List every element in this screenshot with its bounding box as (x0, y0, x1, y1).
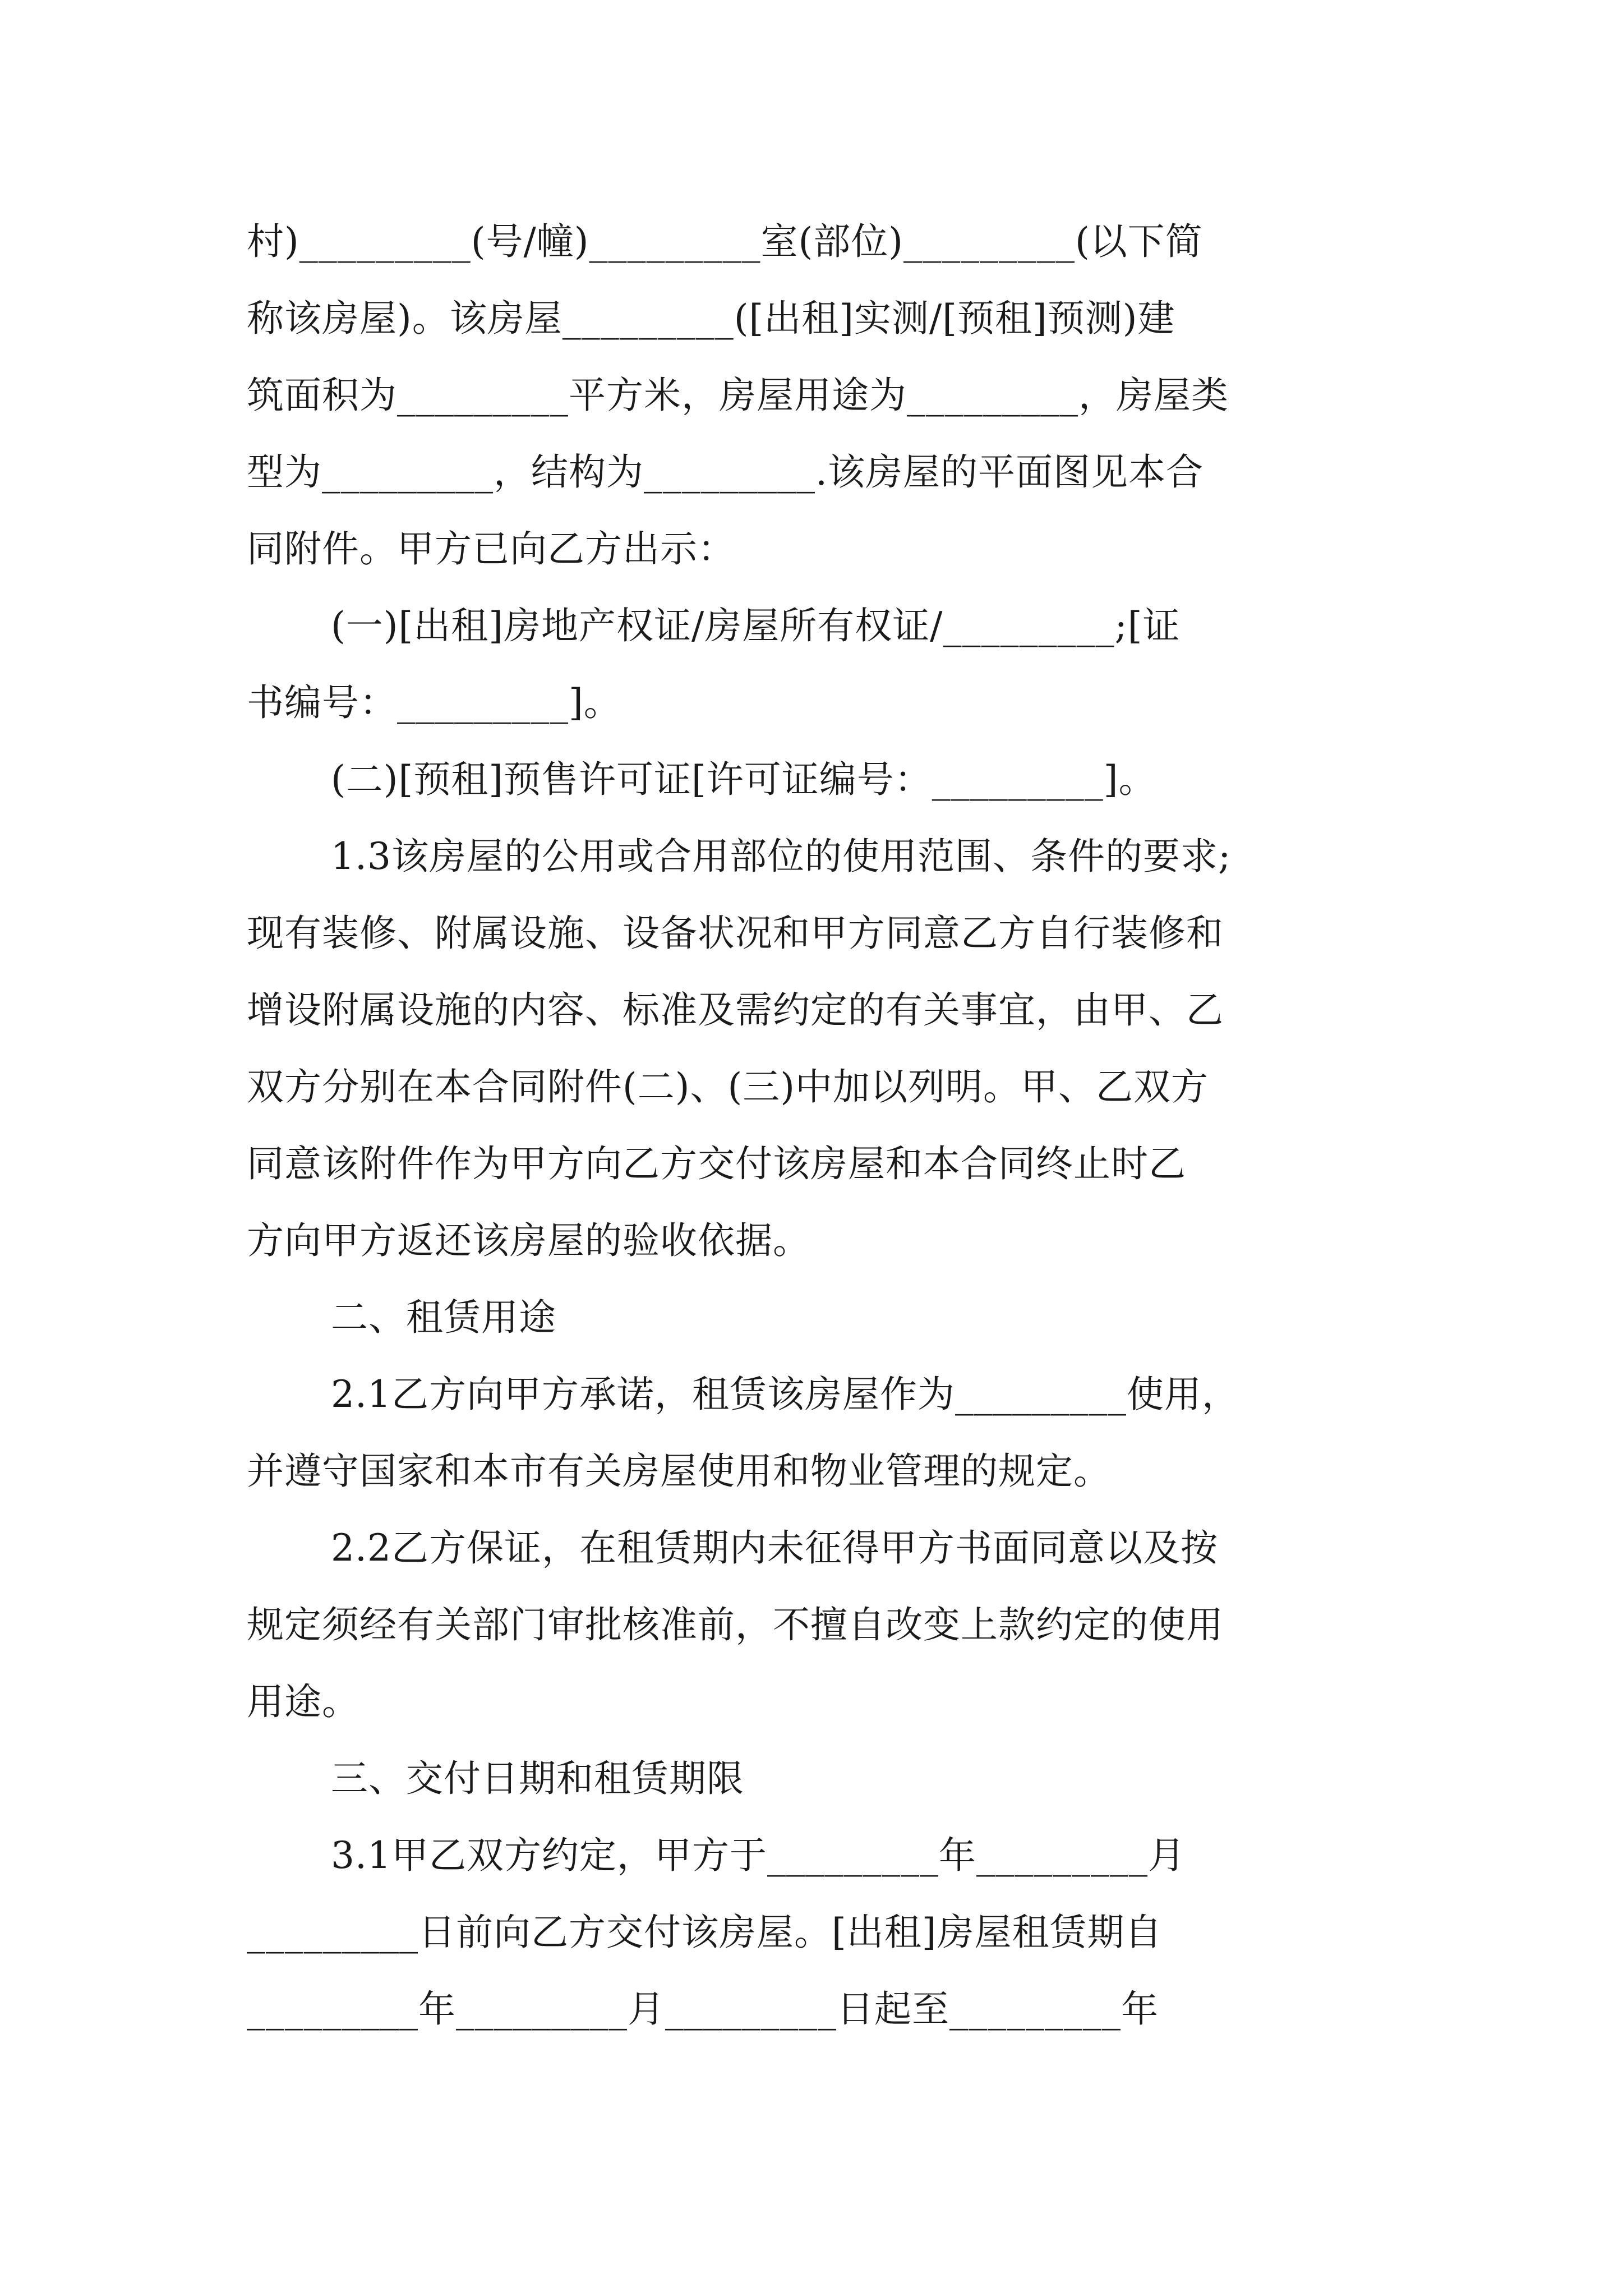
text-line: 同意该附件作为甲方向乙方交付该房屋和本合同终止时乙 (247, 1142, 1186, 1185)
text-line: 筑面积为_________平方米，房屋用途为_________，房屋类 (247, 374, 1229, 417)
text-line: 方向甲方返还该房屋的验收依据。 (247, 1219, 810, 1262)
text-line: 增设附属设施的内容、标准及需约定的有关事宜，由甲、乙 (247, 988, 1224, 1032)
text-line: 双方分别在本合同附件(二)、(三)中加以列明。甲、乙双方 (247, 1065, 1209, 1108)
section-heading: 二、租赁用途 (331, 1296, 556, 1339)
text-line: 书编号：_________]。 (247, 681, 621, 724)
document-body (247, 203, 1385, 2047)
text-line: 规定须经有关部门审批核准前，不擅自改变上款约定的使用 (247, 1603, 1224, 1646)
text-line: 用途。 (247, 1680, 359, 1723)
text-line: (一)[出租]房地产权证/房屋所有权证/_________;[证 (331, 604, 1181, 647)
text-line: 2.1乙方向甲方承诺，租赁该房屋作为_________使用， (331, 1373, 1239, 1416)
text-line: _________年_________月_________日起至_________年 (247, 1987, 1159, 2031)
text-line: (二)[预租]预售许可证[许可证编号：_________]。 (331, 758, 1156, 801)
text-line: 称该房屋)。该房屋_________([出租]实测/[预租]预测)建 (247, 297, 1175, 340)
text-line: 同附件。甲方已向乙方出示： (247, 527, 735, 570)
text-line: 村)_________(号/幢)_________室(部位)_________(以下简 (247, 220, 1203, 263)
text-line: 3.1甲乙双方约定，甲方于_________年_________月 (331, 1834, 1186, 1877)
section-heading: 三、交付日期和租赁期限 (331, 1757, 744, 1800)
text-line: 1.3该房屋的公用或合用部位的使用范围、条件的要求; (331, 835, 1232, 878)
text-line: _________日前向乙方交付该房屋。[出租]房屋租赁期自 (247, 1911, 1163, 1954)
text-line: 型为_________，结构为_________.该房屋的平面图见本合 (247, 450, 1204, 494)
text-line: 现有装修、附属设施、设备状况和甲方同意乙方自行装修和 (247, 912, 1224, 955)
text-line: 2.2乙方保证，在租赁期内未征得甲方书面同意以及按 (331, 1526, 1218, 1570)
text-line: 并遵守国家和本市有关房屋使用和物业管理的规定。 (247, 1450, 1111, 1493)
